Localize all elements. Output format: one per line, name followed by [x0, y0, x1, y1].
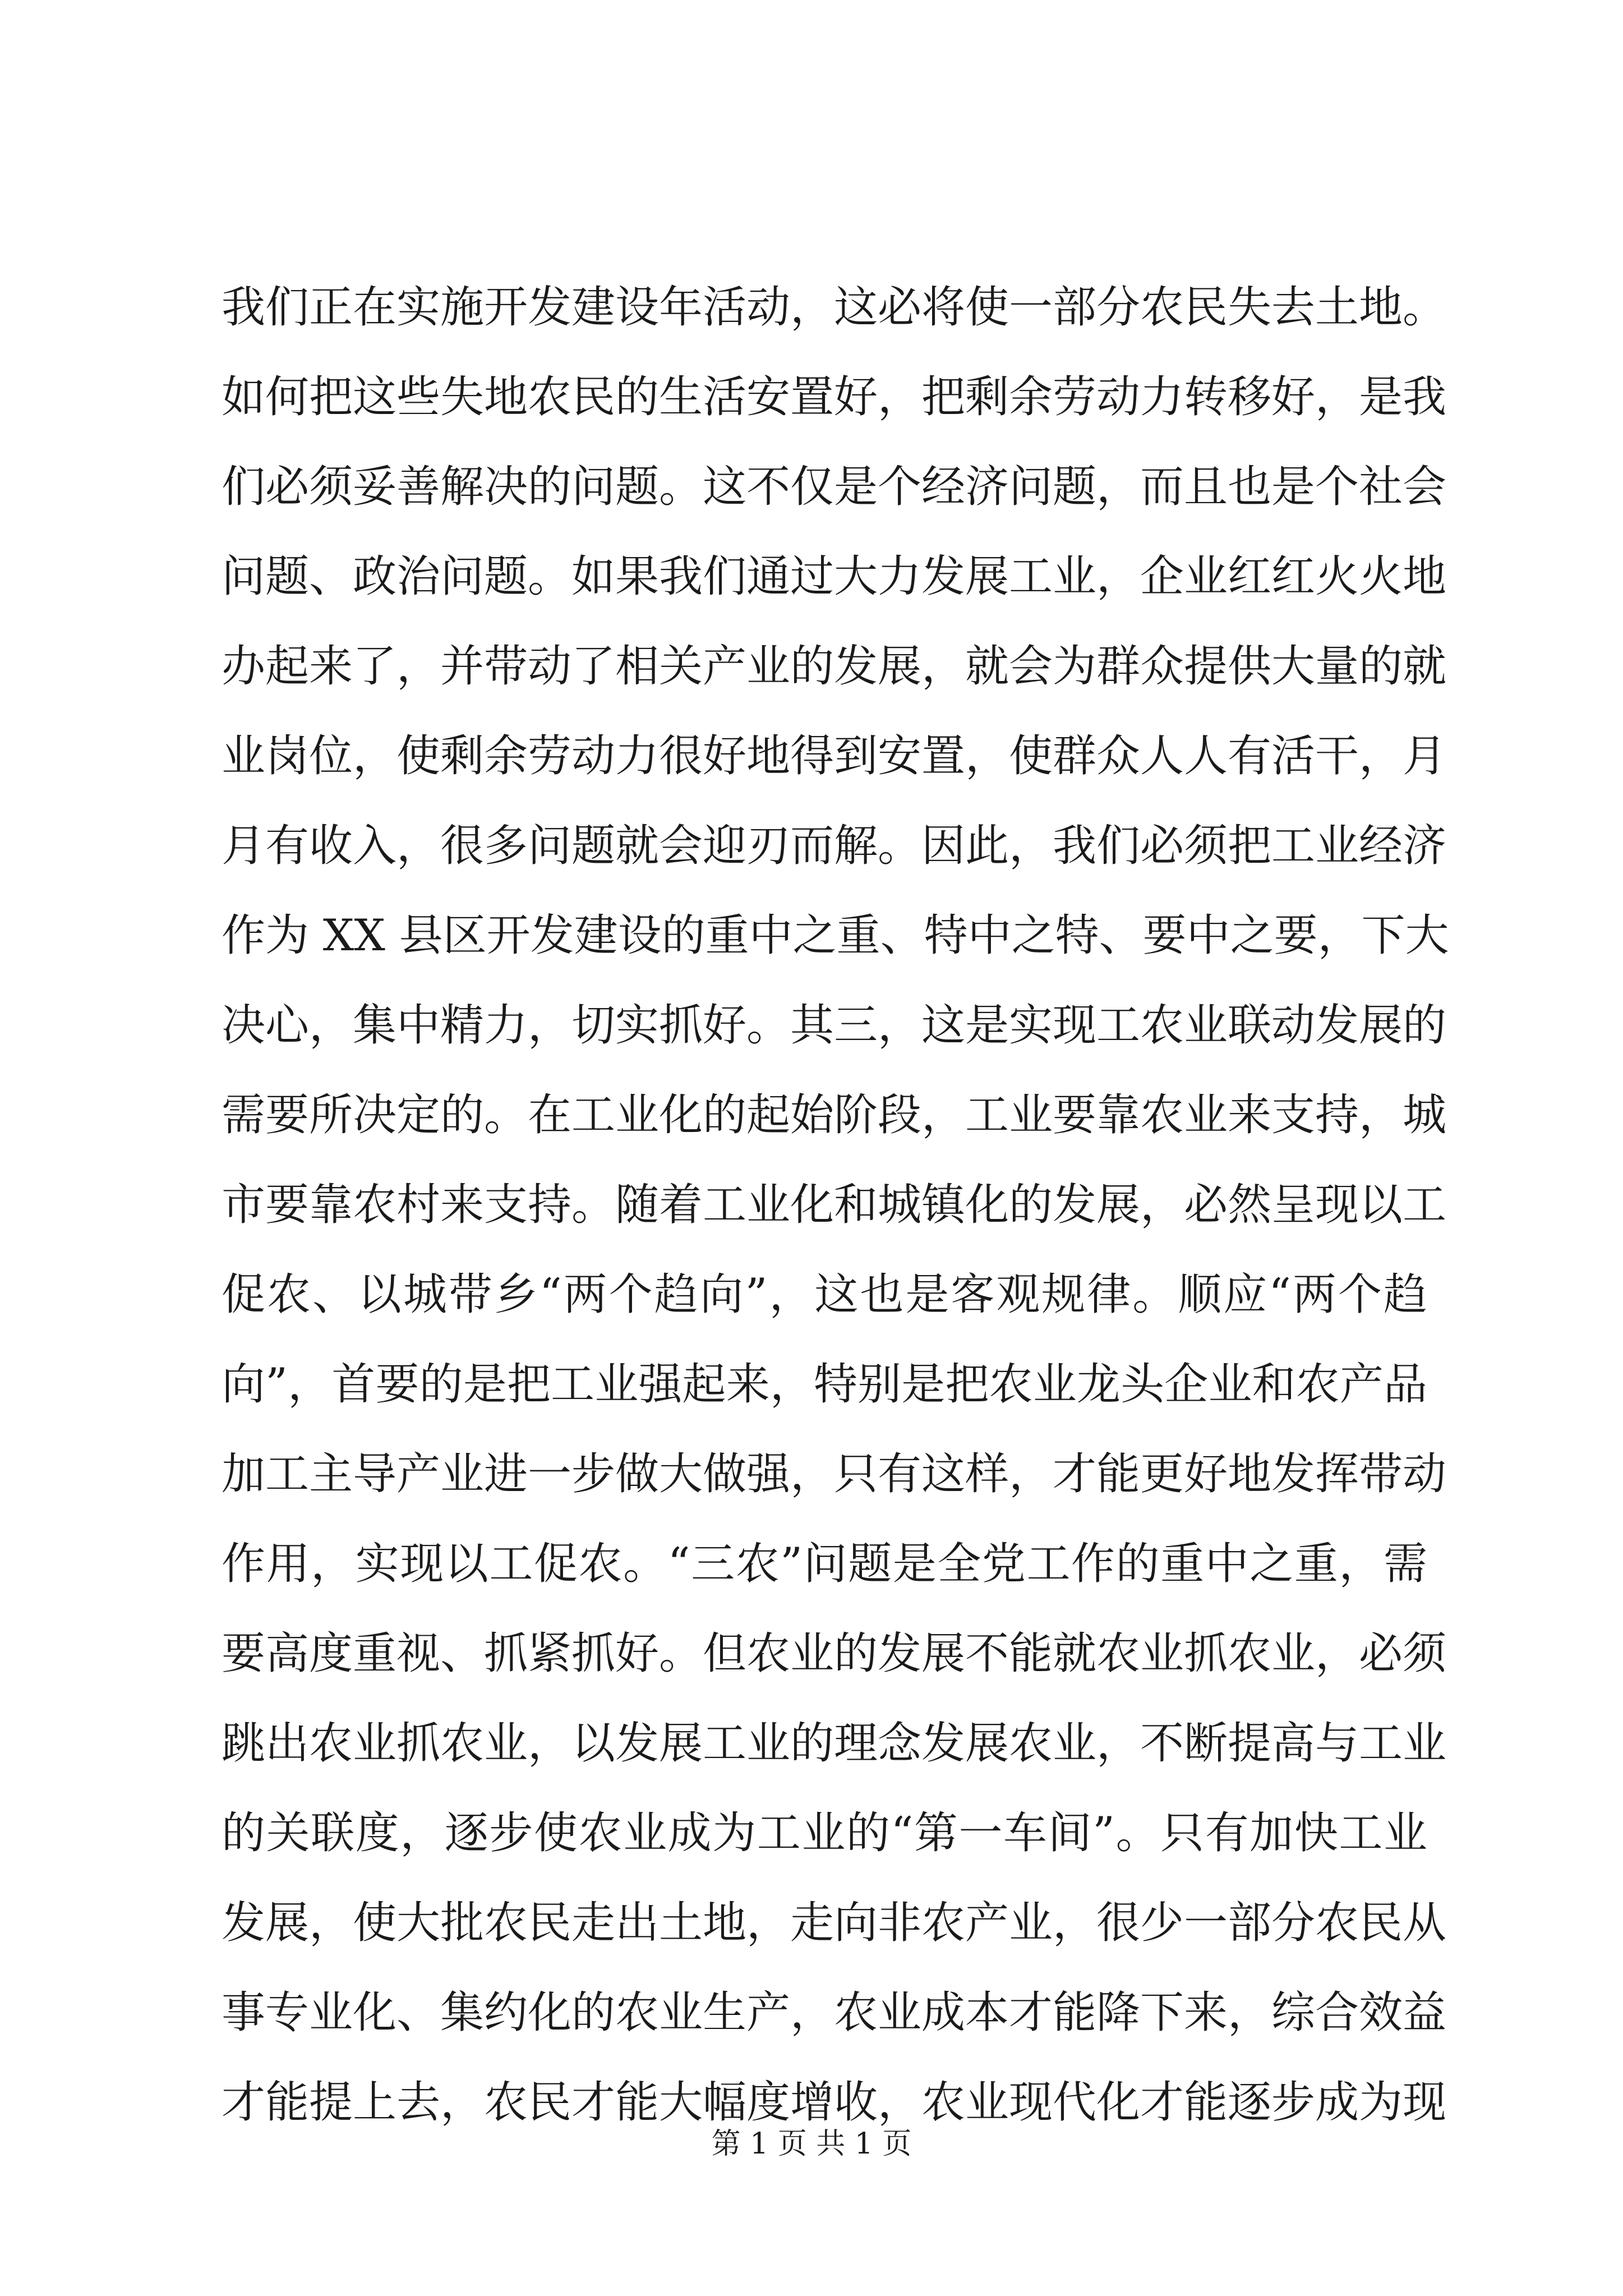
text-line: 事专业化、集约化的农业生产，农业成本才能降下来，综合效益 — [222, 1987, 1447, 2038]
text-line: 要高度重视、抓紧抓好。但农业的发展不能就农业抓农业，必须 — [222, 1628, 1447, 1679]
text-line: 问题、政治问题。如果我们通过大力发展工业，企业红红火火地 — [222, 551, 1447, 602]
text-line: 如何把这些失地农民的生活安置好，把剩余劳动力转移好，是我 — [222, 372, 1447, 422]
text-line: 发展，使大批农民走出土地，走向非农产业，很少一部分农民从 — [222, 1898, 1447, 1948]
text-line: 月有收入，很多问题就会迎刃而解。因此，我们必须把工业经济 — [222, 821, 1447, 871]
text-line: 的关联度，逐步使农业成为工业的“第一车间”。只有加快工业 — [222, 1808, 1427, 1858]
text-line: 促农、以城带乡“两个趋向”，这也是客观规律。顺应“两个趋 — [222, 1269, 1427, 1320]
body-text — [222, 263, 1449, 2147]
text-line: 我们正在实施开发建设年活动，这必将使一部分农民失去土地。 — [222, 282, 1447, 333]
text-line: 加工主导产业进一步做大做强，只有这样，才能更好地发挥带动 — [222, 1449, 1447, 1499]
text-line: 向”，首要的是把工业强起来，特别是把农业龙头企业和农产品 — [222, 1359, 1427, 1410]
page-number-label: 第 1 页 共 1 页 — [711, 2127, 912, 2161]
text-line: 市要靠农村来支持。随着工业化和城镇化的发展，必然呈现以工 — [222, 1180, 1447, 1230]
text-line: 们必须妥善解决的问题。这不仅是个经济问题，而且也是个社会 — [222, 462, 1447, 512]
text-line: 作为 XX 县区开发建设的重中之重、特中之特、要中之要，下大 — [222, 910, 1449, 961]
text-line: 作用，实现以工促农。“三农”问题是全党工作的重中之重，需 — [222, 1539, 1427, 1589]
text-line: 跳出农业抓农业，以发展工业的理念发展农业，不断提高与工业 — [222, 1718, 1447, 1769]
text-line: 才能提上去，农民才能大幅度增收，农业现代化才能逐步成为现 — [222, 2077, 1447, 2128]
page-footer — [0, 2126, 1623, 2162]
text-line: 业岗位，使剩余劳动力很好地得到安置，使群众人人有活干，月 — [222, 731, 1447, 781]
text-line: 需要所决定的。在工业化的起始阶段，工业要靠农业来支持，城 — [222, 1090, 1447, 1140]
text-line: 办起来了，并带动了相关产业的发展，就会为群众提供大量的就 — [222, 641, 1447, 692]
text-line: 决心，集中精力，切实抓好。其三，这是实现工农业联动发展的 — [222, 1000, 1447, 1051]
